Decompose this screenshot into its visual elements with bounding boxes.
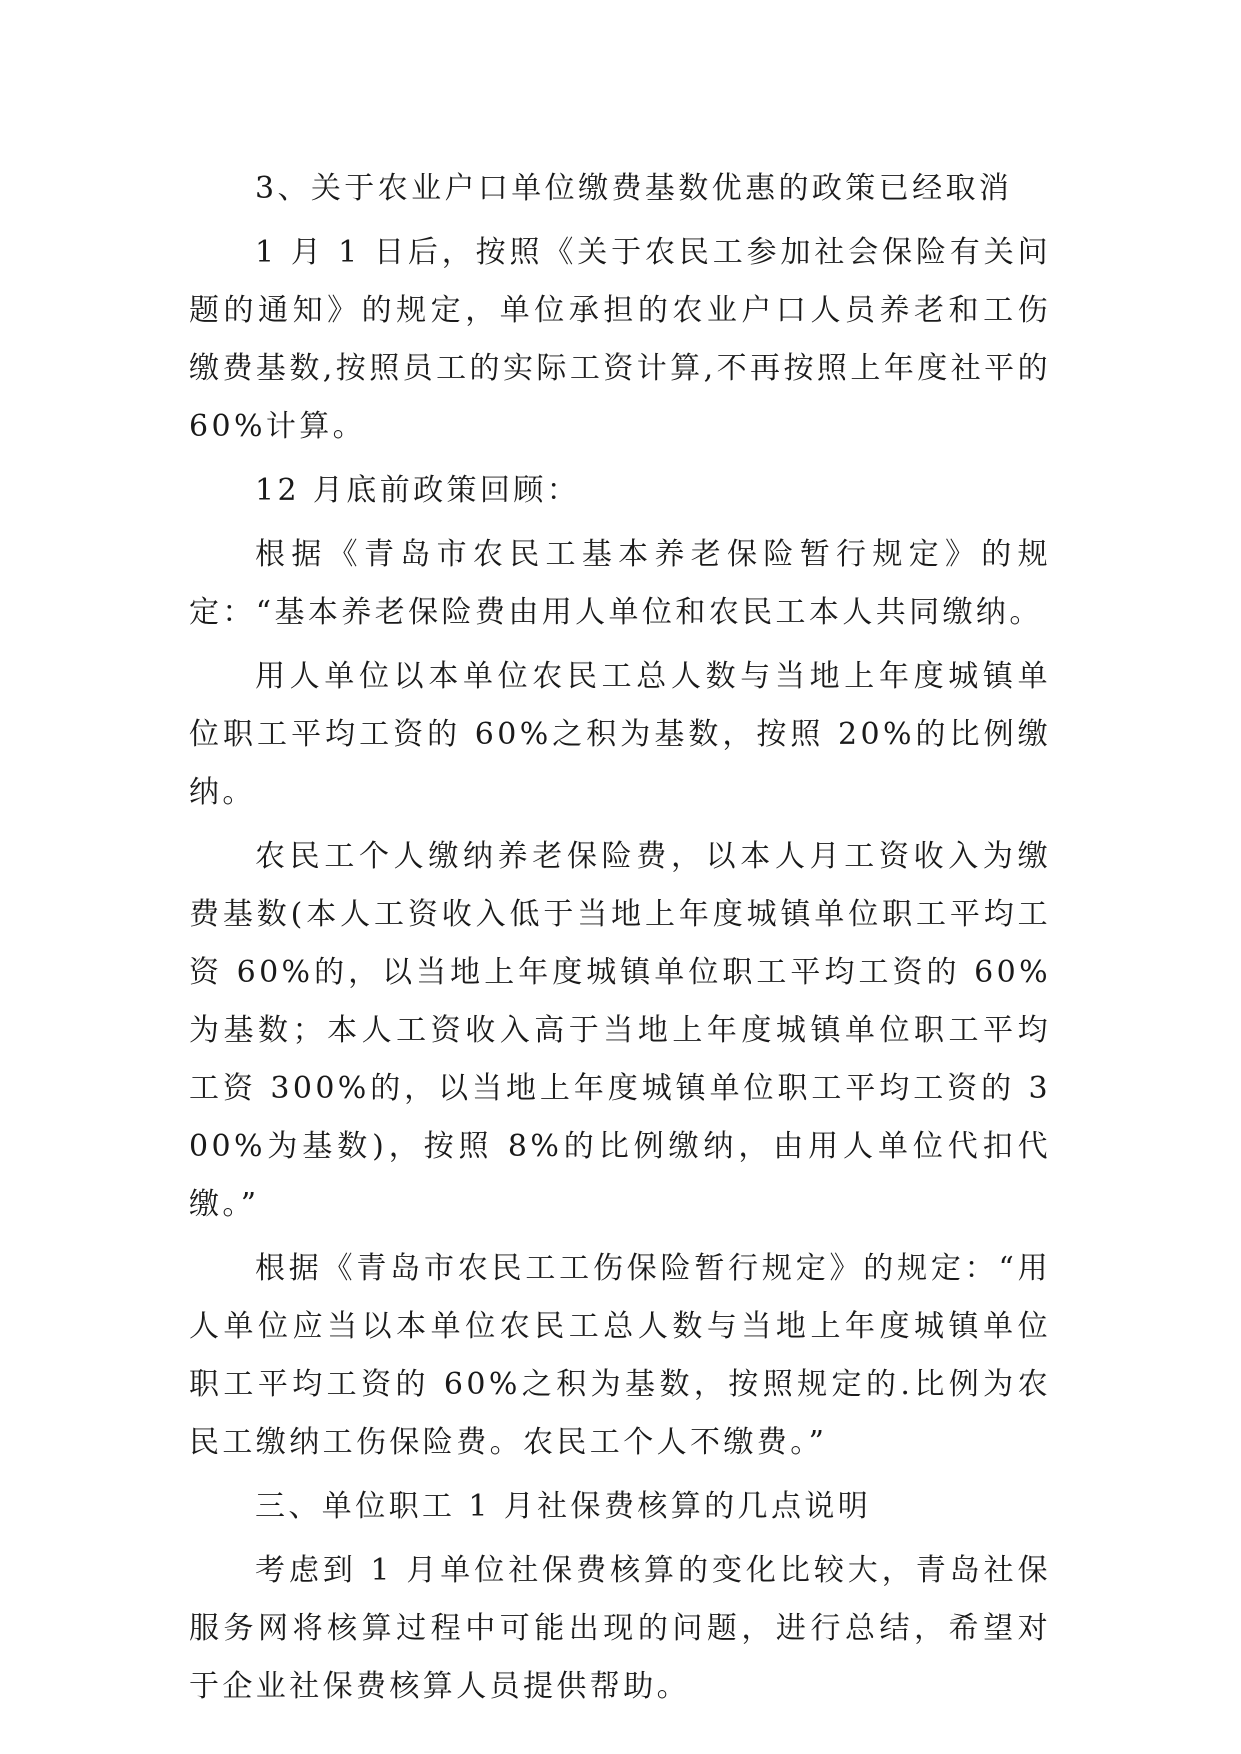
- paragraph-policy-review-heading: 12 月底前政策回顾：: [255, 473, 581, 508]
- document-body: [189, 160, 1064, 1722]
- section-heading-agri-hukou-policy: 3、关于农业户口单位缴费基数优惠的政策已经取消: [255, 171, 1013, 206]
- paragraph-new-policy: 1 月 1 日后，按照《关于农民工参加社会保险有关问题的通知》的规定，单位承担的农业户口人员养老和工伤缴费基数,按照员工的实际工资计算,不再按照上年度社平的 60%计算。: [189, 235, 1064, 444]
- paragraph-employer-contribution: 用人单位以本单位农民工总人数与当地上年度城镇单位职工平均工资的 60%之积为基数，按照 20%的比例缴纳。: [189, 659, 1051, 810]
- paragraph-injury-regulation: 根据《青岛市农民工工伤保险暂行规定》的规定：“用人单位应当以本单位农民工总人数与当地上年度城镇单位职工平均工资的 60%之积为基数，按照规定的.比例为农民工缴纳工伤保险费。农民工个人不缴费。”: [189, 1251, 1051, 1460]
- section-heading-january-notes: 三、单位职工 1 月社保费核算的几点说明: [255, 1489, 872, 1524]
- paragraph-january-summary: 考虑到 1 月单位社保费核算的变化比较大，青岛社保服务网将核算过程中可能出现的问题，进行总结，希望对于企业社保费核算人员提供帮助。: [189, 1553, 1051, 1704]
- paragraph-pension-regulation: 根据《青岛市农民工基本养老保险暂行规定》的规定：“基本养老保险费由用人单位和农民工本人共同缴纳。: [189, 537, 1051, 630]
- paragraph-individual-contribution: 农民工个人缴纳养老保险费，以本人月工资收入为缴费基数(本人工资收入低于当地上年度城镇单位职工平均工资 60%的，以当地上年度城镇单位职工平均工资的 60%为基数；本人工资收入高于当地上年度城镇单位职工平均工资 300%的，以当地上年度城镇单位职工平均工资的 300%为基数)，按照 8%的比例缴纳，由用人单位代扣代缴。”: [189, 839, 1051, 1222]
